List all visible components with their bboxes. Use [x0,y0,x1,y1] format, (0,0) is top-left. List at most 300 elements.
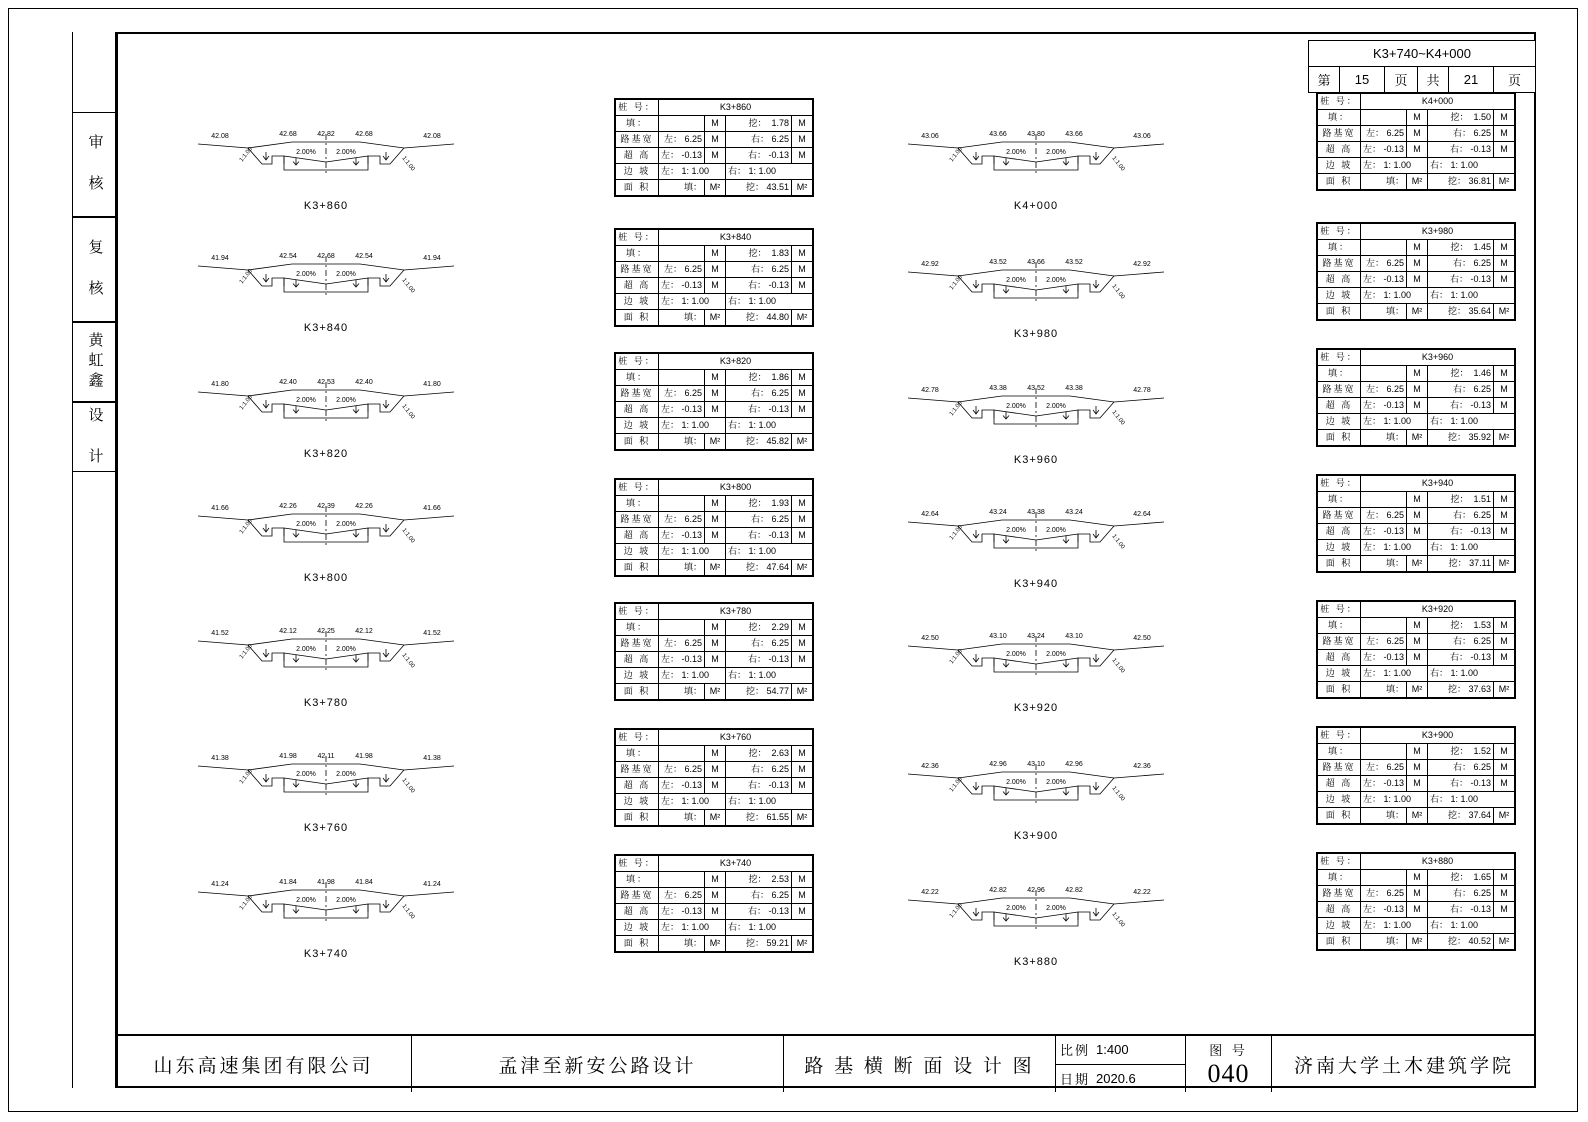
width-right: 右： 6.25 [1428,760,1494,776]
width-right-unit: M [792,512,813,528]
svg-text:41.38: 41.38 [211,755,229,762]
area-cut: 挖： 45.82 [726,434,792,450]
station-value: K3+740 [659,856,813,872]
station-value: K3+800 [659,480,813,496]
cut-label-value: 挖： 1.53 [1428,618,1494,634]
width-right-unit: M [1494,382,1515,398]
width-left: 左： 6.25 [1361,256,1407,272]
scale-row [1056,1036,1185,1065]
station-label: 桩 号： [616,230,659,246]
fill-cut-label: 填： [616,246,659,262]
width-right-unit: M [1494,760,1515,776]
svg-text:1:1.00: 1:1.00 [1110,657,1126,675]
width-right: 右： 6.25 [726,132,792,148]
width-left: 左： 6.25 [1361,508,1407,524]
super-left-unit: M [1407,398,1428,414]
slope-label: 边 坡 [1318,158,1361,174]
svg-text:1:1.00: 1:1.00 [1110,155,1126,173]
cut-label-value: 挖： 1.86 [726,370,792,386]
section-table [1317,475,1515,572]
svg-text:41.24: 41.24 [423,881,441,888]
cross-section-drawing [196,118,456,198]
svg-text:43.10: 43.10 [1027,761,1045,768]
svg-text:42.11: 42.11 [317,753,335,760]
width-left-unit: M [1407,634,1428,650]
svg-text:1:1.00: 1:1.00 [948,400,964,418]
svg-text:41.52: 41.52 [211,630,229,637]
area-fill-unit: M² [1407,556,1428,572]
width-right-unit: M [792,888,813,904]
fill-value [1361,366,1407,382]
width-label: 路基宽 [1318,508,1361,524]
svg-text:2.00%: 2.00% [1046,403,1066,410]
svg-text:42.36: 42.36 [1133,763,1151,770]
slope-left: 左： 1: 1.00 [659,668,726,684]
fill-unit: M [705,116,726,132]
station-label: 桩 号： [1318,602,1361,618]
signature-column [72,32,116,1088]
super-right: 右： -0.13 [726,148,792,164]
svg-text:42.22: 42.22 [921,889,939,896]
svg-text:2.00%: 2.00% [1046,651,1066,658]
cross-section-drawing [906,874,1166,954]
width-left: 左： 6.25 [659,888,705,904]
area-cut-unit: M² [792,560,813,576]
super-right-unit: M [1494,524,1515,540]
svg-text:42.78: 42.78 [1133,387,1151,394]
slope-label: 边 坡 [1318,414,1361,430]
fill-unit: M [705,246,726,262]
cross-section-figure [906,246,1166,340]
area-cut-unit: M² [1494,174,1515,190]
area-fill: 填： [659,310,705,326]
slope-right: 右： 1: 1.00 [726,418,813,434]
svg-text:43.66: 43.66 [1027,259,1045,266]
area-fill: 填： [1361,304,1407,320]
slope-left: 左： 1: 1.00 [659,544,726,560]
width-right-unit: M [792,636,813,652]
svg-text:1:1.00: 1:1.00 [948,648,964,666]
svg-text:42.92: 42.92 [921,261,939,268]
slope-label: 边 坡 [1318,792,1361,808]
area-fill: 填： [659,434,705,450]
svg-text:41.80: 41.80 [211,381,229,388]
header-station-range: K3+740~K4+000 [1373,46,1471,61]
area-label: 面 积 [1318,430,1361,446]
super-label: 超 高 [1318,902,1361,918]
svg-text:42.54: 42.54 [355,253,373,260]
station-label: 桩 号： [616,100,659,116]
width-left-unit: M [705,386,726,402]
fill-value [659,370,705,386]
fill-unit: M [1407,110,1428,126]
super-right-unit: M [792,778,813,794]
section-data-table [1316,474,1516,573]
slope-label: 边 坡 [1318,288,1361,304]
cross-section-figure [196,240,456,334]
super-right: 右： -0.13 [1428,902,1494,918]
station-label: 桩 号： [1318,854,1361,870]
super-right: 右： -0.13 [1428,272,1494,288]
svg-text:43.80: 43.80 [1027,131,1045,138]
slope-left: 左： 1: 1.00 [659,418,726,434]
fill-unit: M [1407,492,1428,508]
fill-cut-label: 填： [616,620,659,636]
svg-text:2.00%: 2.00% [336,521,356,528]
width-left-unit: M [705,132,726,148]
width-right: 右： 6.25 [1428,256,1494,272]
fill-value [659,246,705,262]
svg-text:42.25: 42.25 [317,628,335,635]
super-label: 超 高 [1318,650,1361,666]
svg-text:42.53: 42.53 [317,379,335,386]
station-label: 桩 号： [1318,224,1361,240]
signature-label: 黄虹鑫 [86,332,103,392]
signature-cell-design [73,402,117,472]
section-data-table [614,478,814,577]
area-cut-unit: M² [1494,304,1515,320]
station-label: 桩 号： [616,856,659,872]
cross-section-drawing [196,240,456,320]
super-left: 左： -0.13 [1361,776,1407,792]
area-cut-unit: M² [1494,430,1515,446]
slope-label: 边 坡 [1318,540,1361,556]
svg-text:42.82: 42.82 [317,131,335,138]
header-block [1308,40,1536,93]
section-data-table [614,98,814,197]
slope-left: 左： 1: 1.00 [659,920,726,936]
area-label: 面 积 [616,684,659,700]
svg-text:2.00%: 2.00% [336,149,356,156]
cut-unit: M [792,620,813,636]
area-cut: 挖： 37.11 [1428,556,1494,572]
svg-text:41.66: 41.66 [423,505,441,512]
super-label: 超 高 [616,148,659,164]
super-left: 左： -0.13 [659,148,705,164]
svg-text:2.00%: 2.00% [296,397,316,404]
slope-label: 边 坡 [616,668,659,684]
slope-right: 右： 1: 1.00 [1428,792,1515,808]
fill-unit: M [705,872,726,888]
svg-text:1:1.00: 1:1.00 [400,903,416,921]
slope-label: 边 坡 [616,294,659,310]
area-label: 面 积 [1318,808,1361,824]
svg-text:42.82: 42.82 [989,887,1007,894]
width-label: 路基宽 [616,636,659,652]
area-fill: 填： [659,684,705,700]
svg-text:42.12: 42.12 [279,628,297,635]
slope-left: 左： 1: 1.00 [1361,158,1428,174]
fill-value [659,746,705,762]
width-left-unit: M [705,512,726,528]
area-fill-unit: M² [1407,174,1428,190]
super-right-unit: M [1494,776,1515,792]
width-label: 路基宽 [616,512,659,528]
super-label: 超 高 [1318,272,1361,288]
super-left: 左： -0.13 [1361,650,1407,666]
svg-text:42.96: 42.96 [1027,887,1045,894]
super-label: 超 高 [1318,142,1361,158]
section-data-table [614,854,814,953]
area-label: 面 积 [616,560,659,576]
fill-value [1361,240,1407,256]
page-number: 15 [1354,72,1370,87]
svg-text:1:1.00: 1:1.00 [948,902,964,920]
area-fill: 填： [1361,934,1407,950]
svg-text:2.00%: 2.00% [336,897,356,904]
station-value: K3+760 [659,730,813,746]
section-data-table [1316,222,1516,321]
super-left: 左： -0.13 [1361,902,1407,918]
svg-text:43.10: 43.10 [989,633,1007,640]
station-value: K3+840 [659,230,813,246]
super-right: 右： -0.13 [1428,142,1494,158]
slope-right: 右： 1: 1.00 [1428,666,1515,682]
super-right: 右： -0.13 [1428,650,1494,666]
section-data-table [614,228,814,327]
slope-label: 边 坡 [616,544,659,560]
svg-text:2.00%: 2.00% [1046,905,1066,912]
svg-text:41.24: 41.24 [211,881,229,888]
cut-unit: M [1494,240,1515,256]
width-label: 路基宽 [616,888,659,904]
width-left-unit: M [1407,382,1428,398]
svg-text:42.96: 42.96 [989,761,1007,768]
svg-text:1:1.00: 1:1.00 [400,652,416,670]
section-table [1317,349,1515,446]
area-fill-unit: M² [705,684,726,700]
svg-text:42.68: 42.68 [355,131,373,138]
fill-cut-label: 填： [1318,110,1361,126]
slope-left: 左： 1: 1.00 [659,294,726,310]
figure-station-label: K3+920 [1013,702,1059,714]
section-table [1317,727,1515,824]
total-number: 21 [1463,72,1479,87]
svg-text:42.40: 42.40 [355,379,373,386]
section-data-table [1316,348,1516,447]
station-value: K3+980 [1361,224,1515,240]
area-cut-unit: M² [792,310,813,326]
width-right-unit: M [1494,126,1515,142]
cut-unit: M [1494,618,1515,634]
area-label: 面 积 [1318,304,1361,320]
svg-text:2.00%: 2.00% [1006,403,1026,410]
svg-text:2.00%: 2.00% [296,149,316,156]
section-data-table [614,352,814,451]
slope-right: 右： 1: 1.00 [726,920,813,936]
area-cut-unit: M² [1494,934,1515,950]
width-right: 右： 6.25 [726,512,792,528]
svg-text:43.06: 43.06 [1133,133,1151,140]
svg-text:1:1.00: 1:1.00 [400,403,416,421]
area-label: 面 积 [616,810,659,826]
fill-value [1361,870,1407,886]
svg-text:1:1.00: 1:1.00 [238,268,254,286]
date-value: 2020.6 [1096,1070,1136,1086]
width-left-unit: M [1407,256,1428,272]
station-value: K3+860 [659,100,813,116]
fill-unit: M [705,496,726,512]
figure-station-label: K3+840 [303,322,349,334]
super-right-unit: M [792,652,813,668]
cross-section-figure [196,490,456,584]
width-right: 右： 6.25 [726,636,792,652]
super-left: 左： -0.13 [1361,272,1407,288]
fill-value [659,872,705,888]
scale-value: 1:400 [1096,1042,1129,1058]
svg-text:41.84: 41.84 [279,879,297,886]
area-fill: 填： [1361,682,1407,698]
width-right-unit: M [792,262,813,278]
svg-text:42.39: 42.39 [317,503,335,510]
super-right: 右： -0.13 [726,652,792,668]
svg-text:2.00%: 2.00% [336,271,356,278]
figure-station-label: K3+940 [1013,578,1059,590]
section-table [615,353,813,450]
svg-text:43.52: 43.52 [1065,259,1083,266]
svg-text:42.08: 42.08 [211,133,229,140]
area-fill: 填： [659,810,705,826]
super-right: 右： -0.13 [726,904,792,920]
title-block [116,1034,1536,1090]
station-label: 桩 号： [1318,350,1361,366]
width-right-unit: M [1494,508,1515,524]
width-left: 左： 6.25 [659,636,705,652]
area-cut: 挖： 35.92 [1428,430,1494,446]
station-label: 桩 号： [1318,94,1361,110]
fill-cut-label: 填： [616,370,659,386]
signature-label: 设 计 [86,406,103,468]
area-fill-unit: M² [1407,430,1428,446]
super-left: 左： -0.13 [659,778,705,794]
cross-section-figure [906,118,1166,212]
svg-text:42.26: 42.26 [355,503,373,510]
svg-text:42.08: 42.08 [423,133,441,140]
svg-text:1:1.00: 1:1.00 [238,146,254,164]
svg-text:42.54: 42.54 [279,253,297,260]
super-left-unit: M [1407,776,1428,792]
super-right: 右： -0.13 [726,778,792,794]
slope-right: 右： 1: 1.00 [726,794,813,810]
station-value: K3+820 [659,354,813,370]
figure-station-label: K3+800 [303,572,349,584]
area-fill-unit: M² [1407,808,1428,824]
svg-text:41.84: 41.84 [355,879,373,886]
slope-left: 左： 1: 1.00 [659,794,726,810]
super-left-unit: M [705,278,726,294]
section-table [1317,223,1515,320]
width-right: 右： 6.25 [1428,382,1494,398]
cut-label-value: 挖： 1.65 [1428,870,1494,886]
signature-cell-name [73,322,117,402]
section-table [1317,93,1515,190]
slope-label: 边 坡 [616,920,659,936]
section-table [615,99,813,196]
svg-text:2.00%: 2.00% [296,646,316,653]
company-name: 山东高速集团有限公司 [116,1036,412,1092]
header-page-row [1309,66,1535,92]
area-fill: 填： [659,936,705,952]
area-fill: 填： [1361,808,1407,824]
width-label: 路基宽 [1318,634,1361,650]
svg-text:41.94: 41.94 [211,255,229,262]
fill-value [1361,744,1407,760]
area-cut-unit: M² [792,180,813,196]
svg-text:42.64: 42.64 [921,511,939,518]
area-cut: 挖： 36.81 [1428,174,1494,190]
figure-station-label: K4+000 [1013,200,1059,212]
section-table [1317,853,1515,950]
area-cut: 挖： 61.55 [726,810,792,826]
area-cut: 挖： 47.64 [726,560,792,576]
cut-label-value: 挖： 1.52 [1428,744,1494,760]
section-table [615,229,813,326]
area-cut-unit: M² [1494,808,1515,824]
slope-right: 右： 1: 1.00 [1428,414,1515,430]
width-right: 右： 6.25 [726,888,792,904]
cross-section-drawing [196,866,456,946]
super-right: 右： -0.13 [726,528,792,544]
total-unit: 页 [1507,73,1521,88]
super-left-unit: M [1407,272,1428,288]
section-table [615,603,813,700]
svg-text:42.92: 42.92 [1133,261,1151,268]
fill-unit: M [1407,240,1428,256]
svg-text:2.00%: 2.00% [1046,149,1066,156]
drawing-number-block [1186,1036,1272,1092]
super-right-unit: M [792,402,813,418]
width-left-unit: M [1407,760,1428,776]
slope-label: 边 坡 [1318,666,1361,682]
cut-label-value: 挖： 1.83 [726,246,792,262]
cross-section-drawing [906,748,1166,828]
project-name: 孟津至新安公路设计 [412,1036,784,1092]
svg-text:41.66: 41.66 [211,505,229,512]
area-cut-unit: M² [792,434,813,450]
drawing-title: 路 基 横 断 面 设 计 图 [784,1036,1056,1092]
cut-label-value: 挖： 1.51 [1428,492,1494,508]
fill-value [1361,492,1407,508]
width-label: 路基宽 [616,762,659,778]
cross-section-drawing [906,118,1166,198]
figure-station-label: K3+860 [303,200,349,212]
super-label: 超 高 [616,528,659,544]
svg-text:42.68: 42.68 [279,131,297,138]
cut-unit: M [1494,366,1515,382]
cross-section-drawing [196,490,456,570]
figure-station-label: K3+980 [1013,328,1059,340]
area-label: 面 积 [1318,556,1361,572]
slope-right: 右： 1: 1.00 [726,164,813,180]
svg-text:43.52: 43.52 [1027,385,1045,392]
cross-section-figure [196,615,456,709]
area-cut-unit: M² [792,810,813,826]
svg-text:43.66: 43.66 [1065,131,1083,138]
fill-unit: M [705,370,726,386]
section-data-table [1316,600,1516,699]
svg-text:2.00%: 2.00% [296,897,316,904]
institute-name: 济南大学土木建筑学院 [1293,1055,1514,1077]
fill-cut-label: 填： [1318,744,1361,760]
svg-text:1:1.00: 1:1.00 [948,274,964,292]
super-left-unit: M [705,652,726,668]
super-right: 右： -0.13 [1428,398,1494,414]
cross-section-figure [906,372,1166,466]
svg-text:42.50: 42.50 [1133,635,1151,642]
width-label: 路基宽 [1318,886,1361,902]
cut-label-value: 挖： 1.93 [726,496,792,512]
station-value: K3+900 [1361,728,1515,744]
